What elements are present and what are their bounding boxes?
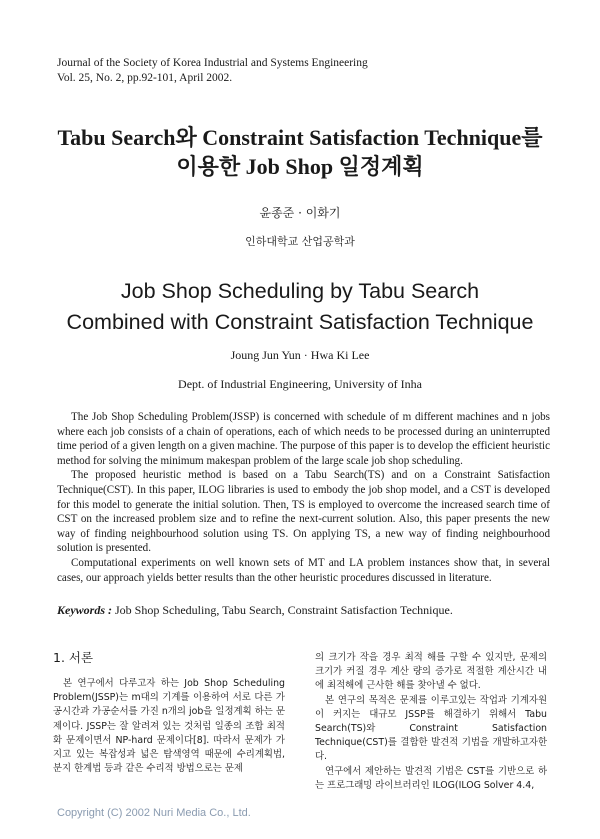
abstract-paragraph-3: Computational experiments on well known sets of MT and LA problem instances show that, in several cases, our approach yields better results than the other heuristic procedures discussed in literature. [57, 556, 550, 584]
keywords-text: Job Shop Scheduling, Tabu Search, Constraint Satisfaction Technique. [115, 603, 453, 617]
english-authors: Joung Jun Yun · Hwa Ki Lee [230, 348, 370, 362]
english-affiliation: Dept. of Industrial Engineering, University of Inha [178, 377, 422, 391]
korean-affiliation: 인하대학교 산업공학과 [245, 235, 355, 248]
body-column-left [53, 650, 285, 776]
keywords [57, 603, 453, 618]
copyright-notice: Copyright (C) 2002 Nuri Media Co., Ltd. [57, 807, 251, 819]
journal-name: Journal of the Society of Korea Industrial and Systems Engineering [57, 57, 368, 69]
keywords-label: Keywords : [57, 603, 112, 617]
english-title-line-1: Job Shop Scheduling by Tabu Search [120, 279, 480, 303]
abstract-paragraph-2: The proposed heuristic method is based on a Tabu Search(TS) and on a Constraint Satisfaction Technique(CST). In this paper, ILOG libraries is used to embody the job shop model, and a CST is developed for this model to generate the initial solution. Then, TS is employed to overcome the increased search time of CST on the increased problem size and to refine the next-current solution. Also, this paper presents the new way of finding neighbourhood solution using TS. On applying TS, a new way of finding neighbourhood solution is presented. [57, 469, 550, 555]
korean-title [0, 123, 600, 181]
korean-title-line-1: Tabu Search와 Constraint Satisfaction Technique를 [57, 125, 543, 150]
journal-volume: Vol. 25, No. 2, pp.92-101, April 2002. [57, 72, 233, 84]
korean-title-line-2: 이용한 Job Shop 일정계획 [176, 154, 424, 179]
section-heading-introduction: 1. 서론 [53, 650, 94, 665]
abstract [57, 410, 550, 585]
english-title [0, 276, 600, 338]
journal-citation [57, 56, 368, 86]
body-paragraph: 연구에서 제안하는 발견적 기법은 CST를 기반으로 하는 프로그래밍 라이브러리인 ILOG(ILOG Solver 4.4, [315, 765, 547, 791]
english-title-line-2: Combined with Constraint Satisfaction Technique [66, 310, 534, 334]
korean-authors: 윤종준 · 이화기 [259, 206, 341, 220]
body-paragraph: 의 크기가 작을 경우 최적 해를 구할 수 있지만, 문제의 크기가 커질 경우 계산 량의 증가로 적절한 계산시간 내에 최적해에 근사한 해를 찾아낼 수 없다. [315, 652, 547, 692]
body-column-right [315, 651, 547, 793]
body-paragraph: 본 연구의 목적은 문제를 이루고있는 작업과 기계자원이 커지는 대규모 JSSP를 해결하기 위해서 Tabu Search(TS)와 Constraint Satisfaction Technique(CST)를 결합한 발견적 기법을 개발하고자한다. [315, 694, 547, 763]
abstract-paragraph-1: The Job Shop Scheduling Problem(JSSP) is concerned with schedule of m different machines and n jobs where each job consists of a chain of operations, each of which needs to be processed during an uninterrupted time period of a given length on a given machine. The purpose of this paper is to develop the efficient heuristic method for solving the minimum makespan problem of the large scale job shop scheduling. [57, 411, 550, 467]
body-paragraph: 본 연구에서 다루고자 하는 Job Shop Scheduling Problem(JSSP)는 m대의 기계를 이용하여 서로 다른 가공시간과 가공순서를 가진 n개의 job을 일정계획 하는 문제이다. JSSP는 잘 알려져 있는 것처럼 일종의 조합 최적화 문제이면서 NP-hard 문제이다[8]. 따라서 문제가 가지고 있는 복잡성과 넓은 탐색영역 때문에 수리계획법, 분지 한계법 등과 같은 수리적 방법으로는 문제 [53, 678, 285, 775]
